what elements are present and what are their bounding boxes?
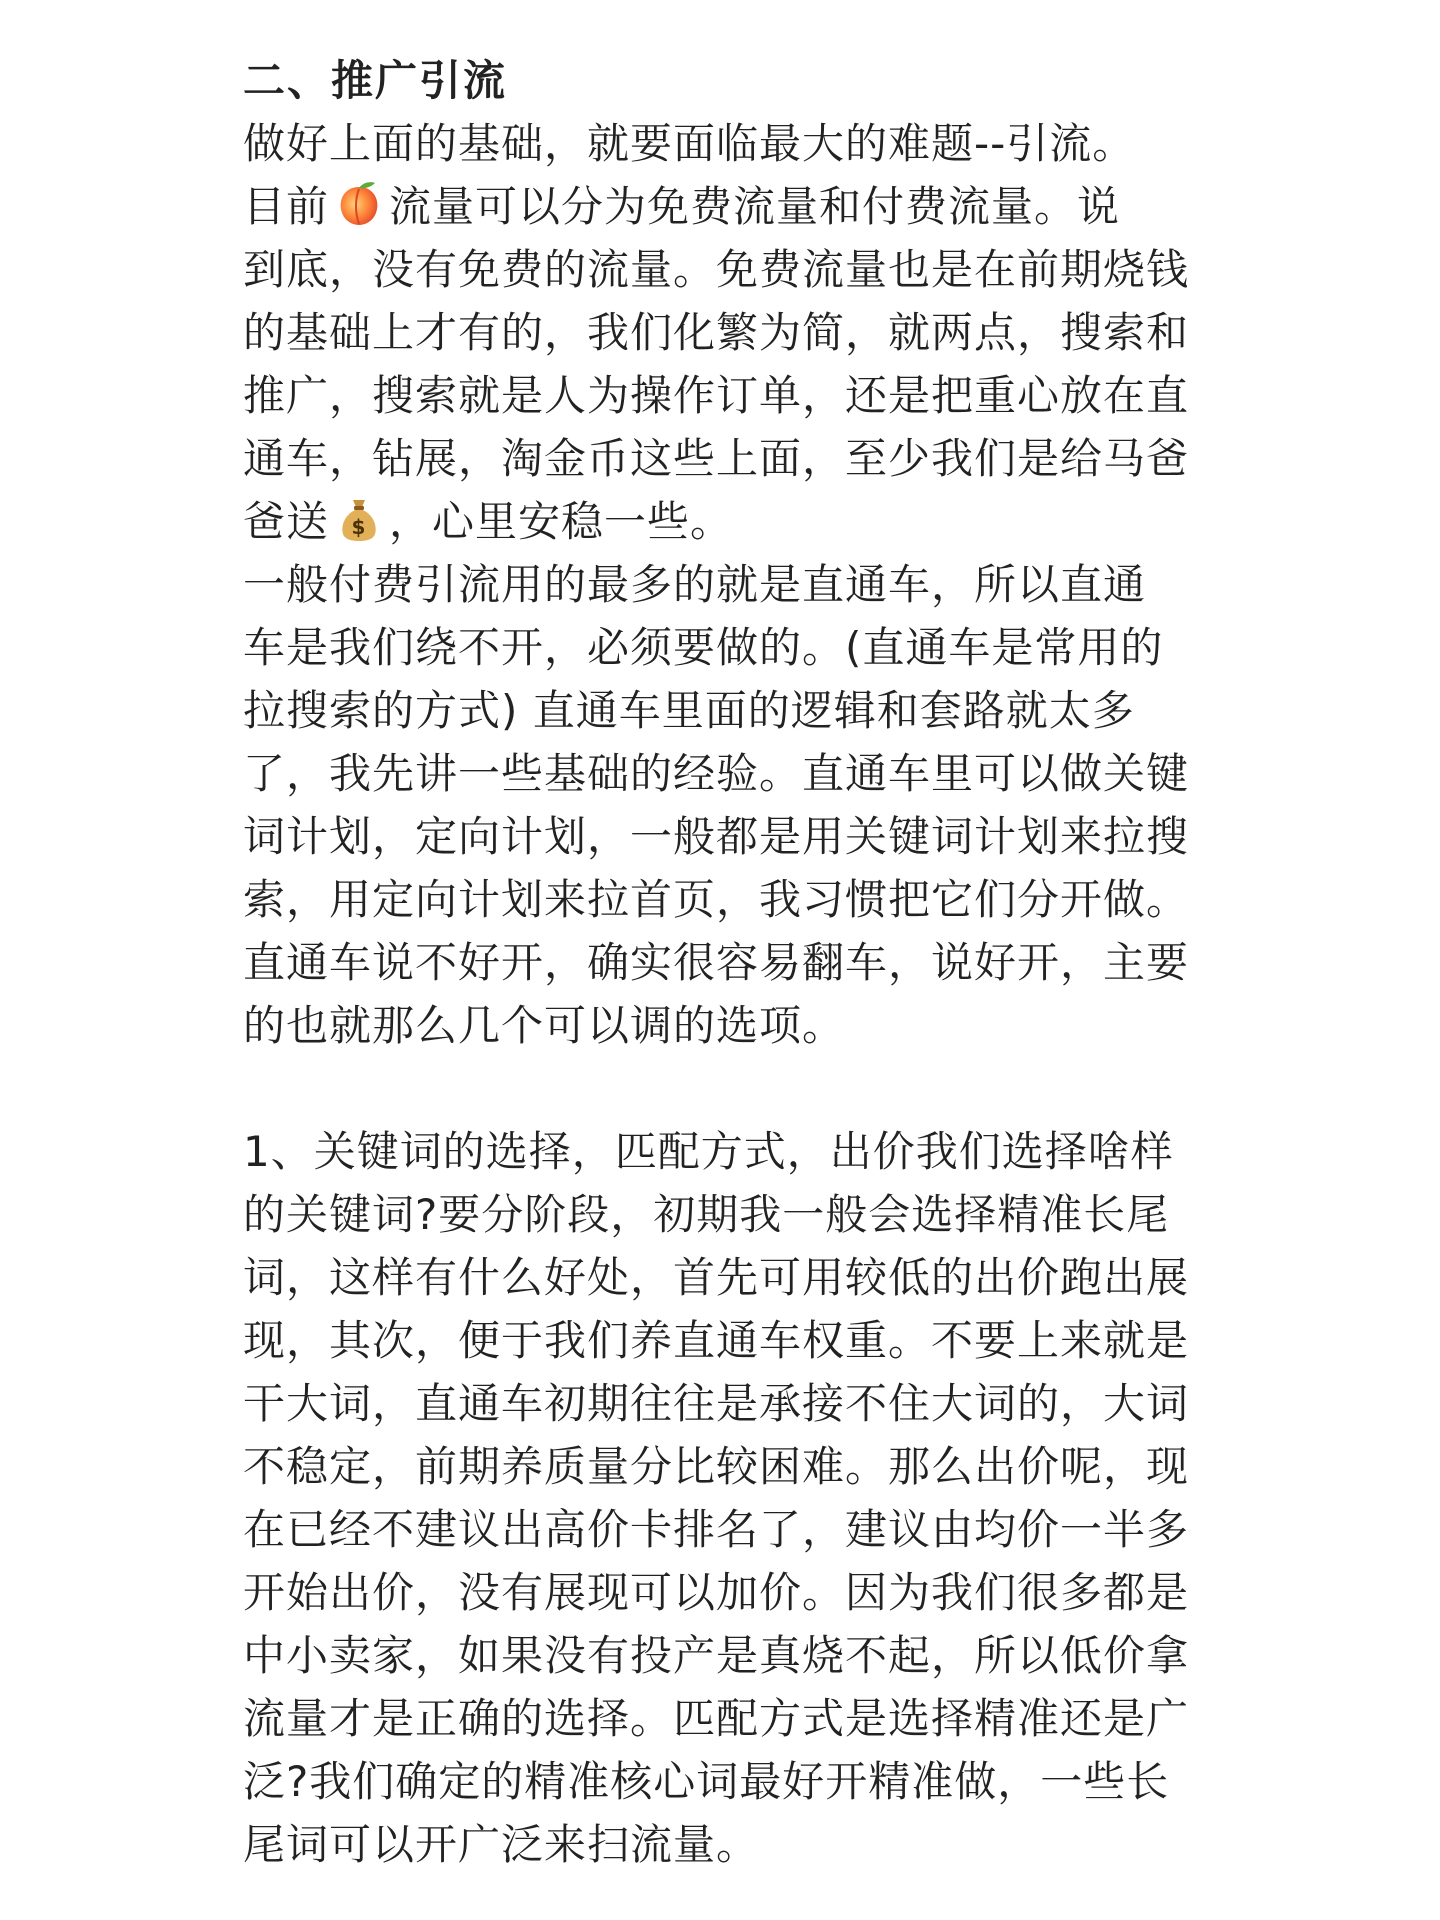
- text-fragment: 目前: [243, 182, 330, 231]
- text-line: 1、关键词的选择，匹配方式，出价我们选择啥样: [243, 1127, 1174, 1176]
- text-line: 的基础上才有的，我们化繁为简，就两点，搜索和: [243, 308, 1190, 357]
- text-line: 开始出价，没有展现可以加价。因为我们很多都是: [243, 1568, 1190, 1617]
- text-fragment: 流量可以分为免费流量和付费流量。说: [389, 182, 1121, 231]
- text-fragment: 爸送: [243, 497, 330, 546]
- text-line: 在已经不建议出高价卡排名了，建议由均价一半多: [243, 1505, 1190, 1554]
- text-line: 一般付费引流用的最多的就是直通车，所以直通: [243, 560, 1147, 609]
- text-line: 推广，搜索就是人为操作订单，还是把重心放在直: [243, 371, 1190, 420]
- text-line: 的关键词?要分阶段，初期我一般会选择精准长尾: [243, 1190, 1170, 1239]
- paragraph-spacer: [243, 1057, 1243, 1120]
- text-line: 不稳定，前期养质量分比较困难。那么出价呢，现: [243, 1442, 1190, 1491]
- money-bag-icon: [333, 492, 385, 544]
- section-heading: 二、推广引流: [243, 56, 508, 105]
- peach-icon: [333, 177, 385, 229]
- text-line: 到底，没有免费的流量。免费流量也是在前期烧钱: [243, 245, 1190, 294]
- article: [243, 50, 1243, 1876]
- text-line: 词计划，定向计划，一般都是用关键词计划来拉搜: [243, 812, 1190, 861]
- paragraph-intro: [243, 112, 1243, 553]
- text-line: 的也就那么几个可以调的选项。: [243, 1001, 846, 1050]
- text-line: 现，其次，便于我们养直通车权重。不要上来就是: [243, 1316, 1190, 1365]
- text-line: [243, 490, 1243, 553]
- paragraph-keywords: [243, 1120, 1243, 1876]
- text-line: 词，这样有什么好处，首先可用较低的出价跑出展: [243, 1253, 1190, 1302]
- text-line: [243, 175, 1243, 238]
- text-line: 车是我们绕不开，必须要做的。(直通车是常用的: [243, 623, 1164, 672]
- text-fragment: ，心里安稳一些。: [389, 497, 734, 546]
- svg-text:$: $: [351, 515, 367, 539]
- paragraph-paid-traffic: [243, 553, 1243, 1057]
- text-line: 索，用定向计划来拉首页，我习惯把它们分开做。: [243, 875, 1190, 924]
- text-line: 干大词，直通车初期往往是承接不住大词的，大词: [243, 1379, 1190, 1428]
- text-line: 流量才是正确的选择。匹配方式是选择精准还是广: [243, 1694, 1190, 1743]
- text-line: 中小卖家，如果没有投产是真烧不起，所以低价拿: [243, 1631, 1190, 1680]
- text-line: 泛?我们确定的精准核心词最好开精准做，一些长: [243, 1757, 1170, 1806]
- text-line: 尾词可以开广泛来扫流量。: [243, 1820, 760, 1869]
- text-line: 拉搜索的方式) 直通车里面的逻辑和套路就太多: [243, 686, 1135, 735]
- text-line: 通车，钻展，淘金币这些上面，至少我们是给马爸: [243, 434, 1190, 483]
- text-line: 了，我先讲一些基础的经验。直通车里可以做关键: [243, 749, 1190, 798]
- text-line: 直通车说不好开，确实很容易翻车，说好开，主要: [243, 938, 1190, 987]
- text-line: 做好上面的基础，就要面临最大的难题--引流。: [243, 119, 1136, 168]
